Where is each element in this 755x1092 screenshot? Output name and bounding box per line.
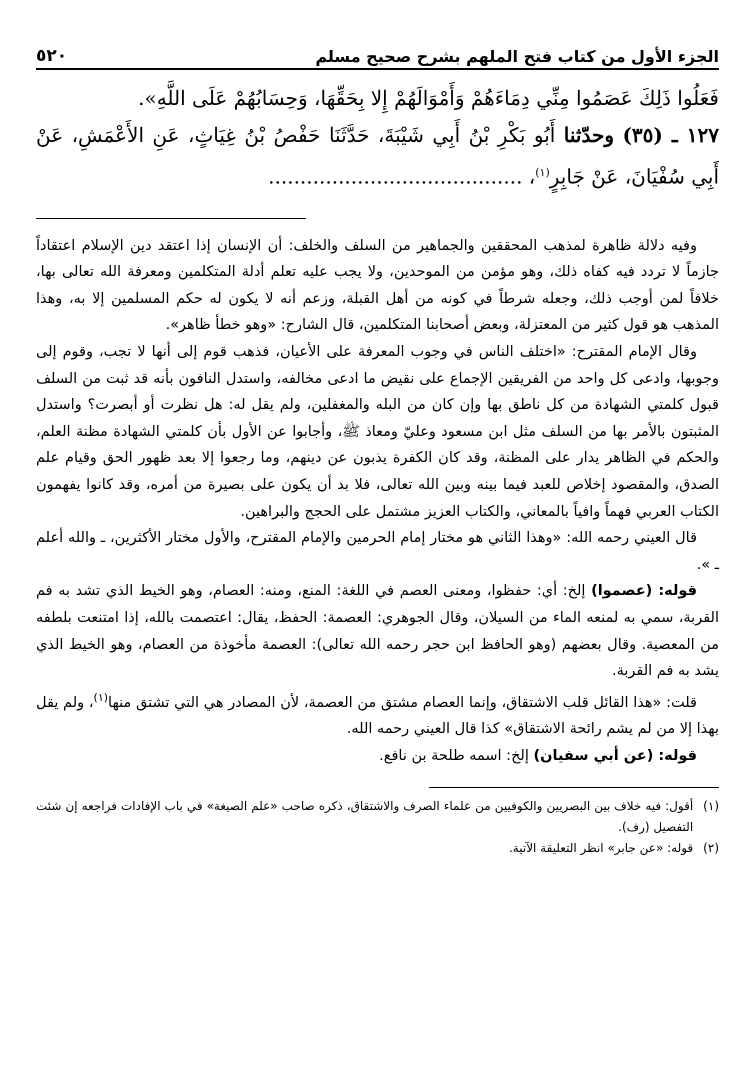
commentary-paragraph-1: وفيه دلالة ظاهرة لمذهب المحققين والجماهير من السلف والخلف: أن الإنسان إذا اعتقد دين الإسلام اعتقاداً جازماً لا تردد فيه كفاه ذلك، وهو مؤمن من الموحدين، ولا يجب عليه تعلم أدلة المتكلمين ومعرفة الله تعالى بها، خلافاً لمن أوجب ذلك، وجعله شرطاً في كونه من أهل القبلة، وزعم أنه لا يكون له حكم المسلمين إلا به، وهذا المذهب هو قول كثير من المعتزلة، وبعض أصحابنا المتكلمين، قال الشارح: «وهو خطأ ظاهر». — [36, 237, 719, 334]
commentary-paragraph-6-body: إلخ: اسمه طلحة بن نافع. — [379, 747, 534, 764]
footnote-text: قوله: «عن جابر» انظر التعليقة الآتية. — [508, 841, 694, 856]
hadith-chain: أَبُو بَكْرِ بْنُ أَبِي شَيْبَةَ، حَدَّثَنَا حَفْصُ بْنُ غِيَاثٍ، عَنِ الأَعْمَشِ، عَنْ أَبِي سُفْيَانَ، عَنْ جَابِرٍ — [36, 123, 719, 189]
footnote-divider — [429, 787, 719, 788]
commentary-paragraph-6 — [36, 743, 719, 770]
hadith-trail: ، ........................................ — [268, 164, 536, 189]
hadith-number: ١٢٧ ـ (٣٥) — [622, 123, 720, 147]
commentary-paragraph-4 — [36, 578, 719, 684]
footnote-number: (١) — [703, 799, 719, 814]
running-header — [36, 38, 719, 70]
hadith-isnad — [36, 117, 719, 196]
commentary — [36, 233, 719, 770]
footnote-2 — [36, 838, 719, 859]
footnote-number: (٢) — [703, 841, 719, 856]
footnote-ref-2: (١) — [93, 690, 109, 704]
footnote-ref-1: (١) — [535, 166, 550, 179]
footnote-1 — [36, 796, 719, 838]
commentary-paragraph-4-body: إلخ: أي: حفظوا، ومعنى العصم في اللغة: المنع، ومنه: العصام، وهو الخيط الذي تشد به فم القربة، سمي به لمنعه الماء من السيلان، وقال الجوهري: العصمة: الحفظ، يقال: اعتصمت بالله، إذا امتنعت بلطفه من المعصية. وقال بعضهم (وهو الحافظ ابن حجر رحمه الله تعالى): العصمة مأخوذة من العصام، وهو الخيط الذي يشد به فم القربة. — [36, 583, 719, 680]
commentary-paragraph-3: قال العيني رحمه الله: «وهذا الثاني هو مختار إمام الحرمين والإمام المقترح، والأول مختار الأكثرين، ـ والله أعلم ـ ». — [36, 530, 719, 573]
commentary-paragraph-5 — [36, 685, 719, 743]
section-divider — [36, 218, 306, 219]
hadith-lead-word: وحدّثنا — [563, 123, 614, 147]
footnote-text: أقول: فيه خلاف بين البصريين والكوفيين من علماء الصرف والاشتقاق، ذكره صاحب «علم الصيغة» في باب الإفادات فراجعه إن شئت التفصيل (رف). — [36, 799, 694, 835]
lemma-abi-sufyan: قوله: (عن أبي سفيان) — [533, 747, 697, 764]
commentary-paragraph-2: وقال الإمام المقترح: «اختلف الناس في وجوب المعرفة على الأعيان، فذهب قوم إلى أنها لا تجب، وقوم إلى وجوبها، وادعى كل واحد من الفريقين الإجماع على نقيض ما ادعى مخالفه، واستدل النافون بأنه قد ثبت من السلف قبول كلمتي الشهادة من كل ناطق بها وإن كان من البله والمغفلين، ولم يقل له: هل نظرت أو أبصرت؟ واستدل المثبتون بالأمر بها من السلف مثل ابن مسعود وعليّ ومعاذ ﷺ، وأجابوا عن الأول بأن كلمتي الشهادة مظنة العلم، والحكم في الظاهر يدار على المظنة، وقد كان الكفرة يذبون عن دينهم، وما رجعوا إلا بعد ظهور الحق وقيام علم الصدق، والمقصود إخلاص للعبد فيما بينه وبين الله تعالى، فلا بد أن يكون على بصيرة من أمره، وقد كانوا يفهمون الكتاب العربي فهماً وافياً بالمعاني، والكتاب العزيز مشتمل على الحجج والبراهين. — [36, 344, 719, 520]
hadith-text — [36, 80, 719, 196]
commentary-paragraph-5-body: قلت: «هذا القائل قلب الاشتقاق، وإنما العصام مشتق من العصمة، لأن المصادر هي التي تشتق منها — [108, 694, 697, 711]
footnotes — [36, 796, 719, 859]
commentary-paragraph-5-end: ، ولم يقل بهذا إلا من لم يشم رائحة الاشتقاق» كذا قال العيني رحمه الله. — [36, 694, 719, 738]
lemma-asamu: قوله: (عصموا) — [591, 583, 697, 600]
running-title: الجزء الأول من كتاب فتح الملهم بشرح صحيح مسلم — [315, 47, 719, 66]
hadith-line-1: فَعَلُوا ذَلِكَ عَصَمُوا مِنِّي دِمَاءَهُمْ وَأَمْوَالَهُمْ إِلا بِحَقِّهَا، وَحِسَابُهُمْ عَلَى اللَّهِ». — [138, 86, 719, 110]
page-number: ٥٢٠ — [36, 46, 68, 66]
